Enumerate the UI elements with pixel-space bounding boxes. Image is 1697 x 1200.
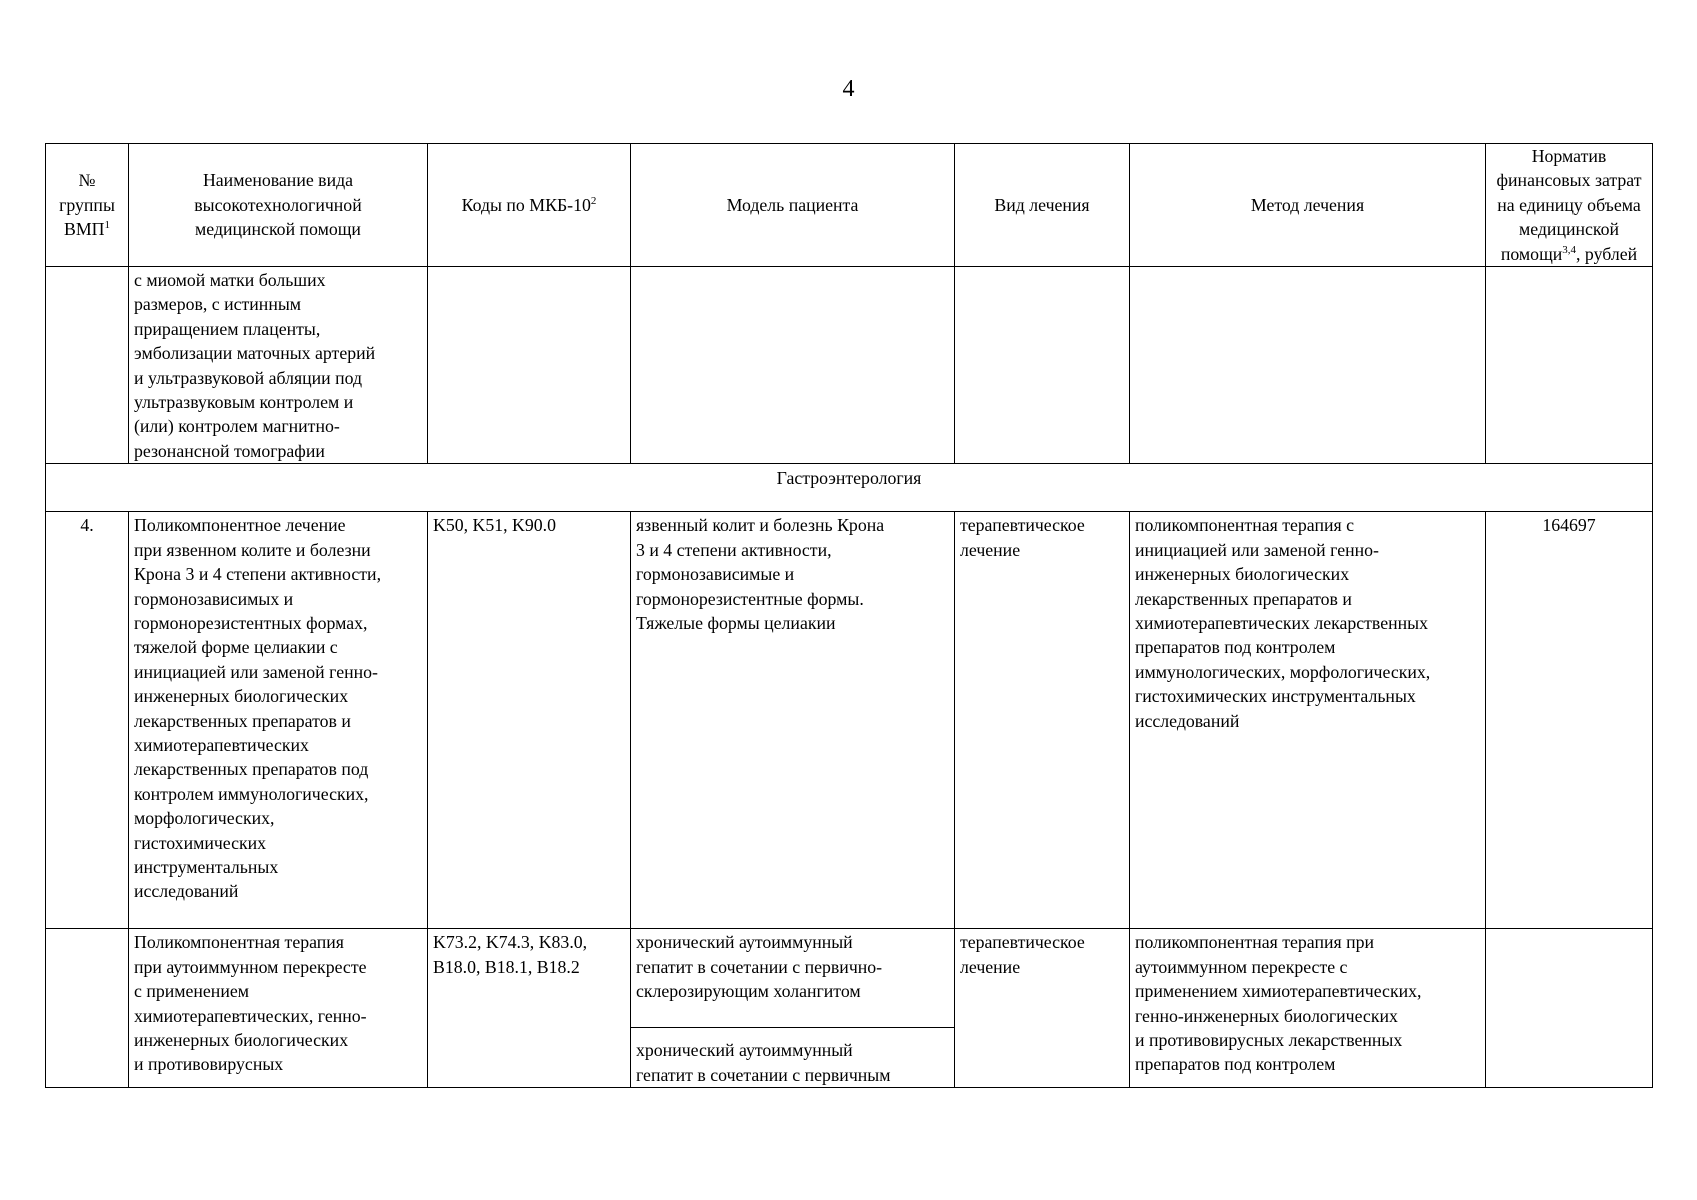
cell-method: поликомпонентная терапия при аутоиммунном перекресте с применением химиотерапевтических, генно-инженерных биологических и противовирусных лекарственных препаратов под контролем (1130, 929, 1486, 1088)
cell-treatment-type: терапевтическое лечение (955, 929, 1130, 1088)
header-codes: Коды по МКБ-$10^2$ (428, 144, 631, 267)
cell-cost (1486, 267, 1653, 464)
vmp-table (45, 143, 1653, 1088)
cell-method: поликомпонентная терапия с инициацией или заменой генно- инженерных биологических лекарственных препаратов и химиотерапевтических лекарственных препаратов под контролем иммунологических, морфологических, гистохимических инструментальных исследований (1130, 512, 1486, 929)
cell-codes (428, 267, 631, 464)
header-row (46, 144, 1653, 267)
header-treatment-type: Вид лечения (955, 144, 1130, 267)
cell-patient-model (631, 929, 955, 1088)
header-method: Метод лечения (1130, 144, 1486, 267)
cell-method (1130, 267, 1486, 464)
section-title: Гастроэнтерология (46, 464, 1653, 512)
cell-treatment-type (955, 267, 1130, 464)
cell-group-no (46, 267, 129, 464)
patient-model-entry: хронический аутоиммунный гепатит в сочетании с первичным (631, 1027, 954, 1087)
cell-group-no: 4. (46, 512, 129, 929)
table-row (46, 929, 1653, 1088)
cell-cost: 164697 (1486, 512, 1653, 929)
cell-patient-model: язвенный колит и болезнь Крона 3 и 4 степени активности, гормонозависимые и гормонорезистентные формы. Тяжелые формы целиакии (631, 512, 955, 929)
header-patient-model: Модель пациента (631, 144, 955, 267)
cell-treatment-type: терапевтическое лечение (955, 512, 1130, 929)
cell-patient-model (631, 267, 955, 464)
table-row (46, 512, 1653, 929)
page-number: 4 (842, 76, 855, 102)
header-group-no: № группы ВМП$^1$ (46, 144, 129, 267)
patient-model-entry: хронический аутоиммунный гепатит в сочетании с первично- склерозирующим холангитом (636, 932, 883, 1002)
cell-cost (1486, 929, 1653, 1088)
continuation-row (46, 267, 1653, 464)
section-row (46, 464, 1653, 512)
cell-name: Поликомпонентное лечение при язвенном колите и болезни Крона 3 и 4 степени активности, гормонозависимых и гормонорезистентных формах, тяжелой форме целиакии с инициацией или заменой генно- инженерных биологических лекарственных препаратов и химиотерапевтических лекарственных препаратов под контролем иммунологических, морфологических, гистохимических инструментальных исследований (129, 512, 428, 929)
header-name: Наименование вида высокотехнологичной медицинской помощи (129, 144, 428, 267)
cell-codes: K73.2, K74.3, K83.0, B18.0, B18.1, B18.2 (428, 929, 631, 1088)
header-cost: Норматив финансовых затрат на единицу объема медицинской помощи$^{3,4}$, рублей (1486, 144, 1653, 267)
cell-name: с миомой матки больших размеров, с истинным приращением плаценты, эмболизации маточных артерий и ультразвуковой абляции под ультразвуковым контролем и (или) контролем магнитно- резонансной томографии (129, 267, 428, 464)
cell-name: Поликомпонентная терапия при аутоиммунном перекресте с применением химиотерапевтических, генно- инженерных биологических и противовирусных (129, 929, 428, 1088)
cell-group-no (46, 929, 129, 1088)
cell-codes: K50, K51, K90.0 (428, 512, 631, 929)
